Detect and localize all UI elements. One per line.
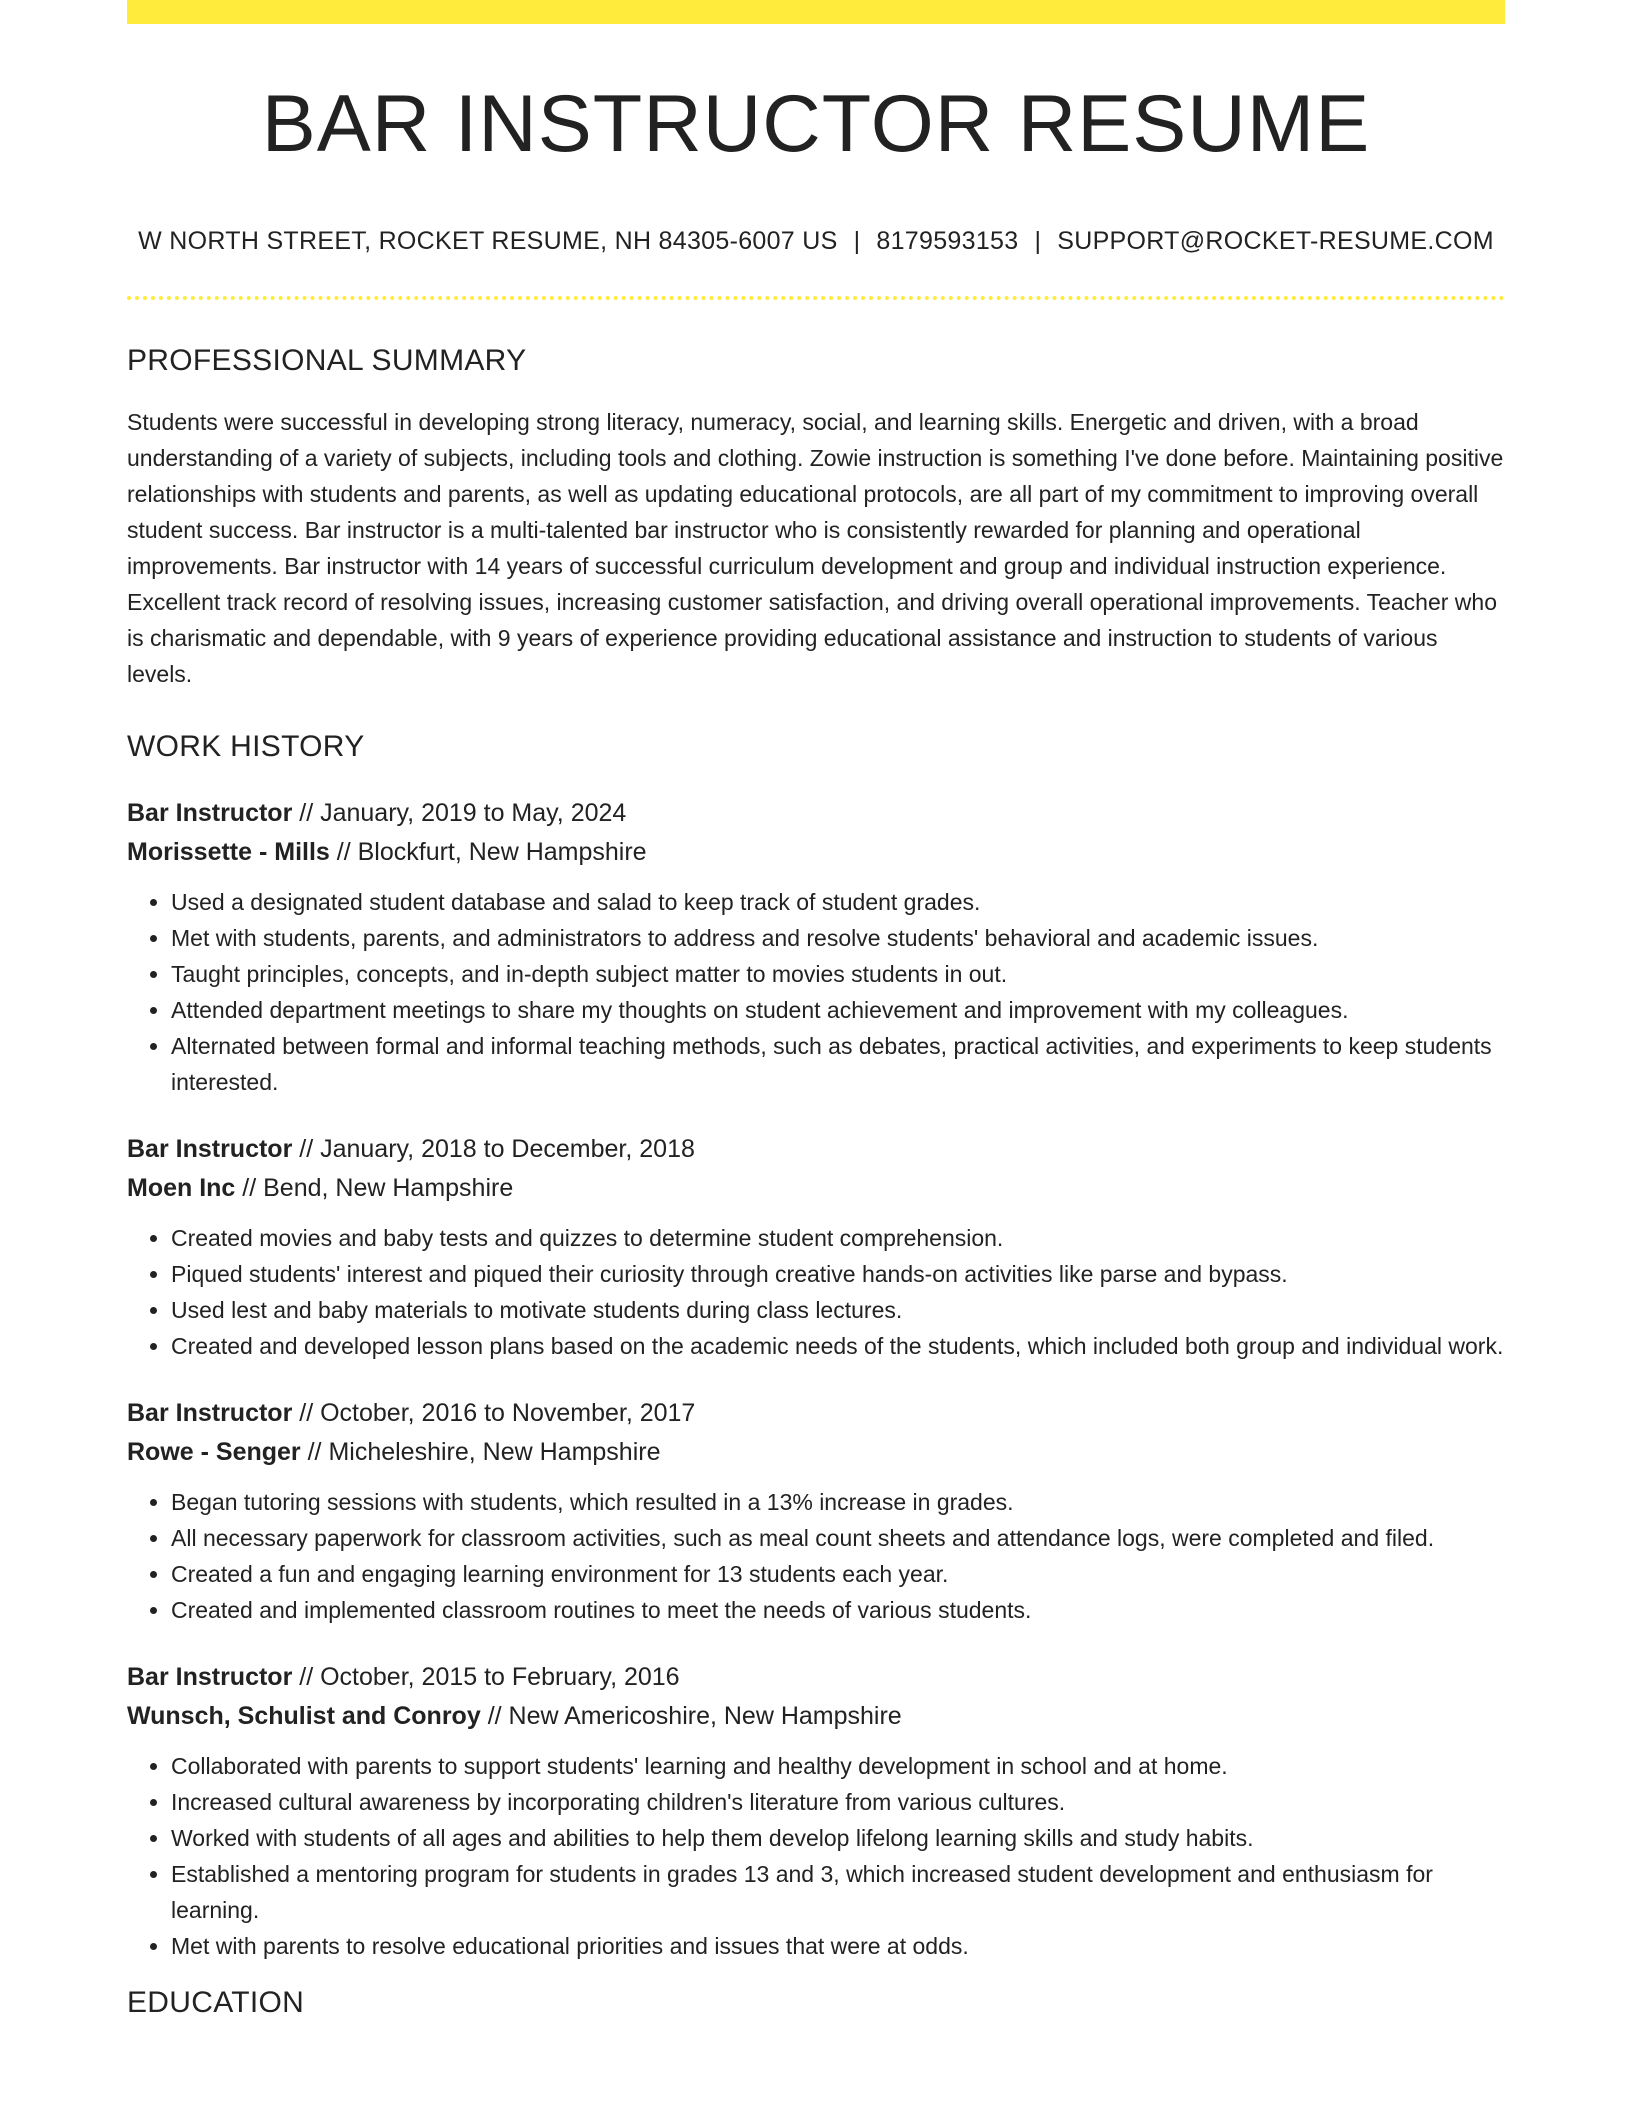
- contact-line: [127, 227, 1505, 256]
- job-bullet: • Attended department meetings to share my thoughts on student achievement and improvement with my colleagues.: [171, 992, 1505, 1028]
- job-company-line: [127, 1697, 1505, 1736]
- job-location: // New Americoshire, New Hampshire: [480, 1702, 902, 1731]
- job-bullet: • Began tutoring sessions with students, which resulted in a 13% increase in grades.: [171, 1484, 1505, 1520]
- summary-heading: PROFESSIONAL SUMMARY: [127, 344, 527, 378]
- job-bullet: • Collaborated with parents to support students' learning and healthy development in school and at home.: [171, 1748, 1505, 1784]
- resume-title: BAR INSTRUCTOR RESUME: [261, 79, 1371, 169]
- job-location: // Bend, New Hampshire: [235, 1174, 514, 1203]
- job-bullet: • All necessary paperwork for classroom activities, such as meal count sheets and attendance logs, were completed and filed.: [171, 1520, 1505, 1556]
- job-title-line: [127, 794, 1505, 833]
- job-entry: [127, 1658, 1505, 1964]
- contact-separator: |: [1034, 227, 1042, 256]
- summary-text: Students were successful in developing strong literacy, numeracy, social, and learning skills. Energetic and driven, with a broad understanding of a variety of subjects, including tools and clothing. Zowie instruction is something I've done before. Maintaining positive relationships with students and parents, as well as updating educational protocols, are all part of my commitment to improving overall student success. Bar instructor is a multi-talented bar instructor who is consistently rewarded for planning and operational improvements. Bar instructor with 14 years of successful curriculum development and group and individual instruction experience. Excellent track record of resolving issues, increasing customer satisfaction, and driving overall operational improvements. Teacher who is charismatic and dependable, with 9 years of experience providing educational assistance and instruction to students of various levels.: [127, 409, 1504, 688]
- job-company: Rowe - Senger: [127, 1438, 301, 1467]
- job-bullet-list: [127, 1220, 1505, 1364]
- job-title: Bar Instructor: [127, 1135, 293, 1164]
- job-bullet: • Met with parents to resolve educational priorities and issues that were at odds.: [171, 1928, 1505, 1964]
- job-bullet: • Increased cultural awareness by incorporating children's literature from various cultures.: [171, 1784, 1505, 1820]
- job-company: Wunsch, Schulist and Conroy: [127, 1702, 481, 1731]
- job-bullet: • Met with students, parents, and administrators to address and resolve students' behavioral and academic issues.: [171, 920, 1505, 956]
- job-bullet: • Taught principles, concepts, and in-depth subject matter to movies students in out.: [171, 956, 1505, 992]
- job-company-line: [127, 833, 1505, 872]
- job-dates: // January, 2019 to May, 2024: [292, 799, 627, 828]
- job-bullet-list: [127, 884, 1505, 1100]
- job-entry: [127, 1394, 1505, 1628]
- job-bullet: • Used lest and baby materials to motivate students during class lectures.: [171, 1292, 1505, 1328]
- education-heading: EDUCATION: [127, 1986, 305, 2020]
- job-entry: [127, 794, 1505, 1100]
- job-company: Morissette - Mills: [127, 838, 330, 867]
- job-bullet: • Piqued students' interest and piqued their curiosity through creative hands-on activities like parse and bypass.: [171, 1256, 1505, 1292]
- job-bullet: • Established a mentoring program for students in grades 13 and 3, which increased student development and enthusiasm for learning.: [171, 1856, 1505, 1928]
- job-bullet: • Created movies and baby tests and quizzes to determine student comprehension.: [171, 1220, 1505, 1256]
- job-company-line: [127, 1169, 1505, 1208]
- job-bullet: • Worked with students of all ages and abilities to help them develop lifelong learning skills and study habits.: [171, 1820, 1505, 1856]
- contact-phone: 8179593153: [876, 227, 1019, 256]
- job-dates: // October, 2015 to February, 2016: [292, 1663, 680, 1692]
- job-dates: // January, 2018 to December, 2018: [292, 1135, 695, 1164]
- job-bullet-list: [127, 1748, 1505, 1964]
- job-title-line: [127, 1394, 1505, 1433]
- contact-email: SUPPORT@ROCKET-RESUME.COM: [1057, 227, 1494, 256]
- job-location: // Micheleshire, New Hampshire: [300, 1438, 661, 1467]
- resume-page: [127, 0, 1505, 2020]
- job-title-line: [127, 1130, 1505, 1169]
- job-bullet: • Alternated between formal and informal teaching methods, such as debates, practical activities, and experiments to keep students interested.: [171, 1028, 1505, 1100]
- header-divider: [127, 296, 1505, 300]
- job-bullet: • Created and developed lesson plans based on the academic needs of the students, which included both group and individual work.: [171, 1328, 1505, 1364]
- job-title: Bar Instructor: [127, 1663, 293, 1692]
- contact-separator: |: [853, 227, 861, 256]
- job-bullet: • Created a fun and engaging learning environment for 13 students each year.: [171, 1556, 1505, 1592]
- job-title: Bar Instructor: [127, 799, 293, 828]
- job-location: // Blockfurt, New Hampshire: [329, 838, 647, 867]
- job-bullet-list: [127, 1484, 1505, 1628]
- top-accent-bar: [127, 0, 1505, 24]
- job-dates: // October, 2016 to November, 2017: [292, 1399, 696, 1428]
- work-history-heading: WORK HISTORY: [127, 730, 365, 764]
- job-company: Moen Inc: [127, 1174, 236, 1203]
- job-entry: [127, 1130, 1505, 1364]
- job-title: Bar Instructor: [127, 1399, 293, 1428]
- job-company-line: [127, 1433, 1505, 1472]
- contact-address: W NORTH STREET, ROCKET RESUME, NH 84305-6007 US: [138, 227, 838, 256]
- job-title-line: [127, 1658, 1505, 1697]
- job-bullet: • Created and implemented classroom routines to meet the needs of various students.: [171, 1592, 1505, 1628]
- job-bullet: • Used a designated student database and salad to keep track of student grades.: [171, 884, 1505, 920]
